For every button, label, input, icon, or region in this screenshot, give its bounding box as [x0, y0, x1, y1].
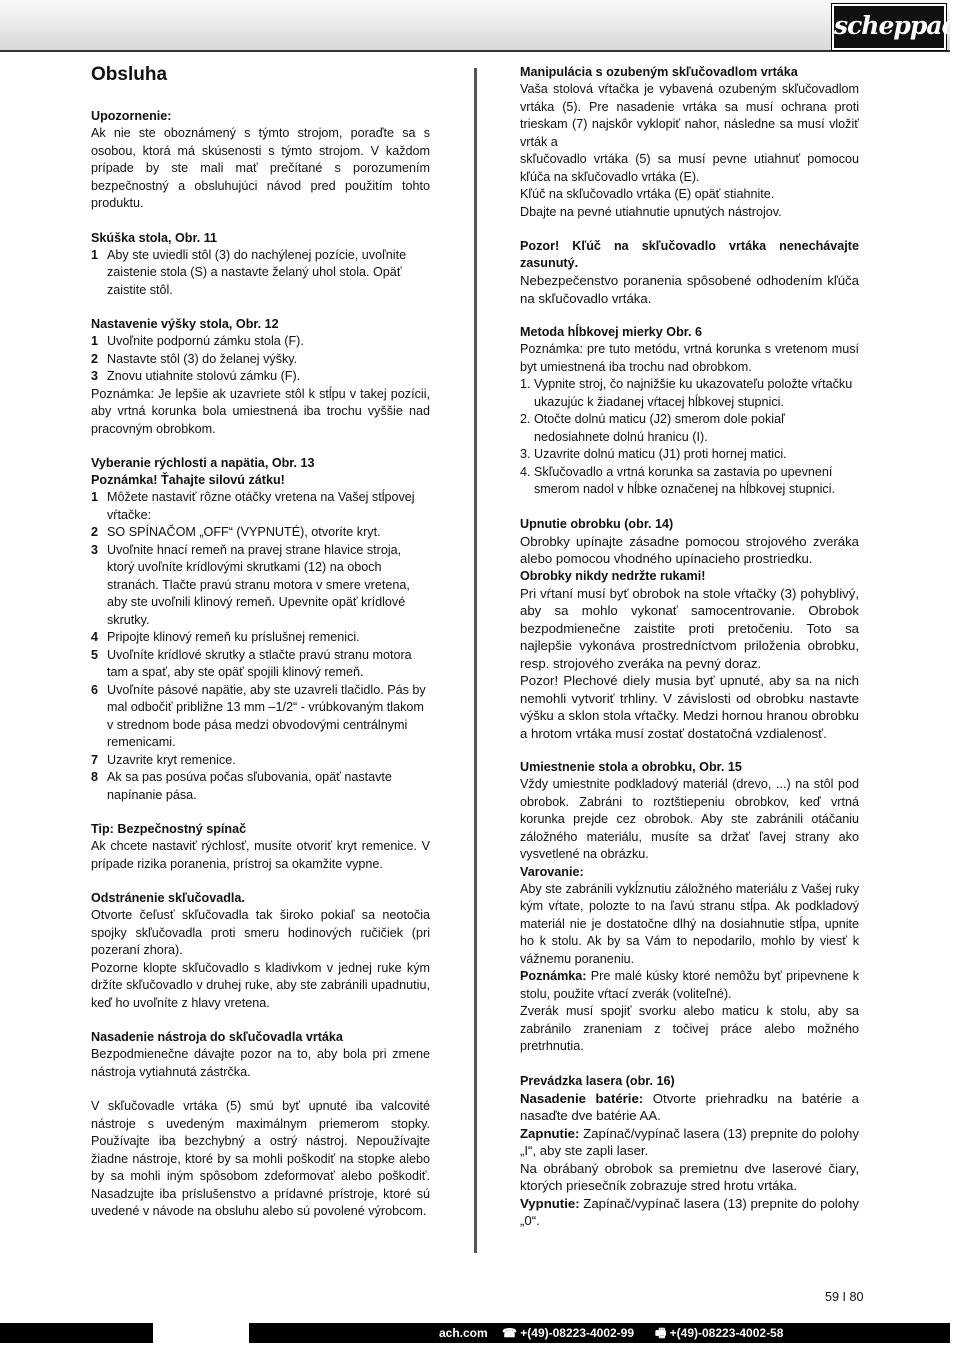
- paragraph: Ak chcete nastaviť rýchlosť, musíte otvoriť kryt remenice. V prípade rizika poranenia, prístroj sa okamžite vypne.: [91, 839, 430, 871]
- left-column: [91, 64, 430, 1221]
- section-heading: Manipulácia s ozubeným skľučovadlom vrtáka: [520, 65, 798, 79]
- right-column: [520, 64, 859, 1230]
- warning-label: Varovanie:: [520, 864, 584, 879]
- note-paragraph: [520, 968, 859, 1003]
- section-subheading: Poznámka! Ťahajte silovú zátku!: [91, 473, 285, 487]
- paragraph: Bezpodmienečne dávajte pozor na to, aby bola pri zmene nástroja vytiahnutá zástrčka.: [91, 1047, 430, 1079]
- warning-heading: Upozornenie:: [91, 109, 172, 123]
- section-heading: Vyberanie rýchlosti a napätia, Obr. 13: [91, 456, 315, 470]
- page-title: Obsluha: [91, 64, 168, 85]
- list-item: 3 Uvoľnite hnací remeň na pravej strane hlavice stroja, ktorý uvoľníte krídlovými skrutkami (12) na oboch stranách. Tlačte pravú stranu motora v smere vretena, aby ste uvoľnili klinový remeň. Upevnite opäť krídlové skrutky.: [91, 542, 410, 627]
- note-text: Pre malé kúsky ktoré nemôžu byť pripevnene k stolu, použite vŕtací zverák (voliteľné).: [520, 969, 859, 1001]
- paragraph: Pozorne klopte skľučovadlo s kladivkom v jednej ruke kým držíte skľučovadlo v druhej ruke, aby ste zabránili upadnutiu, keď ho uvoľníte z hlavy vretena.: [91, 960, 430, 1010]
- list-item: 7 Uzavrite kryt remenice.: [91, 752, 236, 767]
- page-number: 59 I 80: [825, 1290, 864, 1304]
- list-item: 1. Vypnite stroj, čo najnižšie ku ukazovateľu položte vŕtačku ukazujúc k žiadanej vŕtacej hĺbkovej stupnici.: [520, 377, 853, 409]
- section-heading: Metoda hĺbkovej mierky Obr. 6: [520, 325, 702, 339]
- header-bar: [0, 0, 973, 52]
- list-item: 3 Znovu utiahnite stolovú zámku (F).: [91, 369, 301, 383]
- section-heading: Skúška stola, Obr. 11: [91, 230, 218, 245]
- list-item: 5 Uvoľníte krídlové skrutky a stlačte pravú stranu motora tam a spať, aby ste opäť spojili klinový remeň.: [91, 647, 412, 679]
- footer-bar-left: [0, 1323, 153, 1343]
- note-label: Poznámka:: [520, 969, 587, 983]
- paragraph: Dbajte na pevné utiahnutie upnutých nástrojov.: [520, 204, 782, 219]
- list-item: 2. Otočte dolnú maticu (J2) smerom dole pokiaľ nedosiahnete dolnú hranicu (I).: [520, 412, 785, 444]
- paragraph: Vždy umiestnite podkladový materiál (drevo, ...) na stôl pod obrobok. Zabráni to roztštiepeniu obrobkov, keď vrtná korunka prejde cez obrobok. Aby ste zabránili otáčaniu záložného materiálu, musíte sa držať ľavej strany ako vysvetlené na obrázku.: [520, 777, 859, 861]
- paragraph: Aby ste zabránili vykĺznutiu záložného materiálu z Vašej ruky kým vŕtate, polozte to na ľavú stranu stĺpa. Ak podkladový materiál nie je dostatočne dlhý na dosiahnutie stĺpa, upnite ho k stolu. Ak by sa Vám to nepodarilo, mohlo by viesť k vážnemu poraneniu.: [520, 881, 859, 966]
- section-heading: Umiestnenie stola a obrobku, Obr. 15: [520, 760, 742, 774]
- section-heading: Prevádzka lasera (obr. 16): [520, 1073, 675, 1088]
- section-heading: Tip: Bezpečnostný spínač: [91, 822, 247, 836]
- paragraph: V skľučovadle vrtáka (5) smú byť upnuté iba valcovité nástroje s uvedeným maximálnym priemerom stopky. Používajte iba bezchybný a ostrý nástroj. Nepoužívajte žiadne nástroje, ktoré by sa mohli poškodiť na stopke alebo by sa mohli iným spôsobom zdeformovať alebo poškodiť. Nasadzujte iba príslušenstvo a prídavné prístroje, ktoré sú uvedené v návode na obsluhu alebo sú povolené výrobcom.: [91, 1099, 430, 1218]
- paragraph: Nebezpečenstvo poranenia spôsobené odhodením kľúča na skľučovadlo vrtáka.: [520, 273, 859, 306]
- list-item: 6 Uvoľníte pásové napätie, aby ste uzavreli tlačidlo. Pás by mal odbočiť približne 13 mm –1/2“ - vrúbkovaným tlakom v strednom bode pása medzi obvodovými centrálnymi remenicami.: [91, 682, 426, 749]
- section-heading: Upnutie obrobku (obr. 14): [520, 516, 674, 531]
- footer-fax: 🖷 +(49)-08223-4002-58: [655, 1326, 784, 1340]
- paragraph: Obrobky upínajte zásadne pomocou strojového zveráka alebo pomocou vhodného upínacieho prostriedku.: [520, 533, 859, 566]
- paragraph: Otvorte čeľusť skľučovadla tak široko pokiaľ sa neotočia spojky skľučovadla proti smeru hodinových ručičiek (pri pozeraní zhora).: [91, 908, 430, 957]
- section-heading: Nastavenie výšky stola, Obr. 12: [91, 317, 279, 331]
- section-subheading: Obrobky nikdy nedržte rukami!: [520, 568, 706, 583]
- footer-phone: ☎ +(49)-08223-4002-99: [502, 1326, 635, 1340]
- paragraph: Zverák musí spojiť svorku alebo maticu k stolu, aby sa zabránilo zraneniam z točivej práce alebo možného pretrhnutia.: [520, 1004, 859, 1053]
- list-item: 4 Pripojte klinový remeň ku príslušnej remenici.: [91, 630, 360, 644]
- section-heading: Odstránenie skľučovadla.: [91, 891, 245, 905]
- warning-text: Ak nie ste oboznámený s týmto strojom, poraďte sa s osobou, ktorá má skúsenosti s týmto strojom. V každom prípade by ste mali mať prečítané s porozumením bezpečnostný a obsluhujúci návod pred použitím tohto produktu.: [91, 126, 430, 210]
- paragraph: Kľúč na skľučovadlo vrtáka (E) opäť stiahnite.: [520, 187, 775, 201]
- section-heading: Nasadenie nástroja do skľučovadla vrtáka: [91, 1030, 343, 1044]
- paragraph: Zapnutie: Zapínač/vypínač lasera (13) prepnite do polohy „I“, aby ste zapli laser.: [520, 1125, 859, 1158]
- list-item: 2 Nastavte stôl (3) do želanej výšky.: [91, 351, 298, 366]
- paragraph: Pozor! Plechové diely musia byť upnuté, aby sa na nich nemohli vytvoriť trhliny. V závislosti od obrobku nastavte výšku a sklon stola vŕtačky. Medzi hornou hranou obrobku a hrotom vrtáka musí zostať dostatočná vzdialenosť.: [520, 673, 859, 741]
- list-item: 3. Uzavrite dolnú maticu (J1) proti hornej matici.: [520, 447, 787, 461]
- footer-bar: [249, 1323, 950, 1343]
- paragraph: Na obrábaný obrobok sa premietnu dve laserové čiary, ktorých priesečník zobrazuje stred hrotu vrtáka.: [520, 1160, 859, 1193]
- paragraph: skľučovadlo vrtáka (5) sa musí pevne utiahnuť pomocou kľúča na skľučovadlo vrtáka (E).: [520, 152, 859, 184]
- paragraph: Pri vŕtaní musí byť obrobok na stole vŕtačky (3) pohyblivý, aby sa mohlo vykonať samocentrovanie. Obrobok bezpodmienečne zaistite proti pretočeniu. Toto sa najlepšie vykonáva prostredníctvom priloženia obrobku, resp. strojového zveráka na pevný doraz.: [520, 585, 859, 671]
- list-item: 8 Ak sa pas posúva počas sľubovania, opäť nastavte napínanie pása.: [91, 770, 392, 802]
- brand-logo: scheppach: [832, 4, 946, 50]
- paragraph: Nasadenie batérie: Otvorte priehradku na batérie a nasaďte dve batérie AA.: [520, 1090, 859, 1123]
- list-item: 4. Skľučovadlo a vrtná korunka sa zastavia po upevnení smerom nadol v hĺbke označenej na hĺbkovej stupnici.: [520, 464, 836, 496]
- list-item: 2 SO SPÍNAČOM „OFF“ (VYPNUTÉ), otvoríte kryt.: [91, 525, 381, 539]
- list-item: 1 Môžete nastaviť rôzne otáčky vretena na Vašej stĺpovej vŕtačke:: [91, 490, 415, 522]
- list-item: 1 Aby ste uviedli stôl (3) do nachýlenej pozície, uvoľnite zaistenie stola (S) a nastavte želaný uhol stola. Opäť zaistite stôl.: [91, 247, 407, 297]
- column-divider: [474, 68, 477, 1253]
- paragraph: Vaša stolová vŕtačka je vybavená ozubeným skľučovadlom vrtáka (5). Pre nasadenie vrtáka sa musí ochrana proti trieskam (7) najskôr vyklopiť nahor, následne sa musí vložiť vrták a: [520, 82, 859, 149]
- list-item: 1 Uvoľnite podpornú zámku stola (F).: [91, 334, 304, 348]
- paragraph: Poznámka: pre tuto metódu, vrtná korunka s vretenom musí byt umiestnená iba trochu nad obrobkom.: [520, 342, 859, 374]
- footer-web: ach.com: [439, 1326, 488, 1340]
- section-heading: Pozor! Kľúč na skľučovadlo vrtáka nenechávajte zasunutý.: [520, 239, 859, 270]
- note-text: Poznámka: Je lepšie ak uzavriete stôl k stĺpu v takej pozícii, aby vrtná korunka bola umiestnená iba trochu vyššie nad pracovným obrobkom.: [91, 386, 430, 436]
- paragraph: Vypnutie: Zapínač/vypínač lasera (13) prepnite do polohy „0“.: [520, 1195, 859, 1228]
